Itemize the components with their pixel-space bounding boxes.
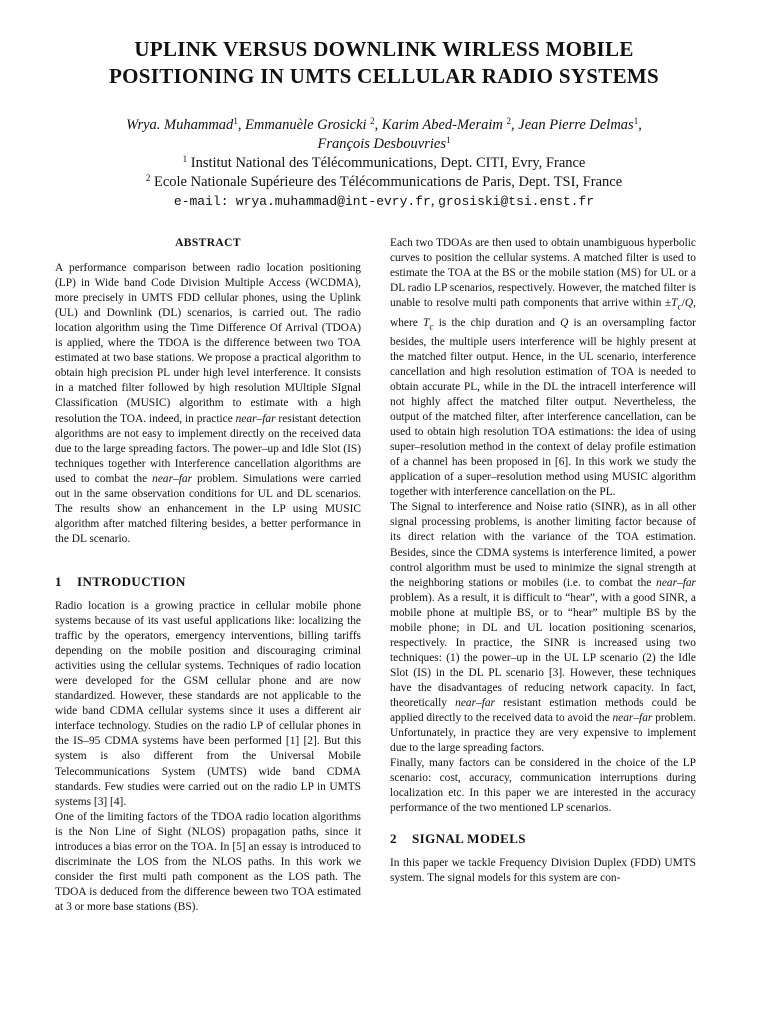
right-paragraph-2: The Signal to interference and Noise ratio (SINR), as in all other signal processing problems, is another limiting factor because of its direct relation with the variance of the TOA estimation. Besides, since the CDMA systems is interference limited, a power control algorithm must be used to minimize the signal strength at the neighboring stations or mobiles (i.e. to combat the near–far problem). As a result, it is difficult to “hear”, with a good SINR, a mobile phone at multiple BS, or to “hear” multiple BS by the mobile phone; in DL and UL location positioning scenarios, respectively. In practice, the SINR is increased using two techniques: (1) the power–up in the UL LP scenario (2) the Idle Slot (IS) in the DL PL scenario [3]. However, these techniques have the disadvantages of reducing network capacity. In fact, theoretically near–far resistant estimation methods could be applied directly to the received data to avoid the near–far problem. Unfortunately, in practice they are very expensive to implement due to the large spreading factors. (390, 501, 697, 755)
author-1: Wrya. Muhammad (126, 117, 234, 133)
author-1-affil: 1 (233, 116, 238, 126)
author-5-affil: 1 (445, 135, 451, 145)
author-4-affil: 1 (633, 116, 639, 126)
email-address-2[interactable]: grosiski@tsi.enst.fr (438, 194, 595, 209)
title-line-1: UPLINK VERSUS DOWNLINK WIRLESS MOBILE (134, 37, 634, 61)
section-number: 2 (390, 831, 397, 847)
right-paragraph-3: Finally, many factors can be considered in the choice of the LP scenario: cost, accuracy, communication interruptions during localization etc. In this paper we are interested in the accuracy performance of the two mentioned LP scenarios. (390, 757, 696, 815)
affiliation-1-mark: 1 (182, 154, 188, 164)
affiliation-2-text: Ecole Nationale Supérieure des Télécommunications de Paris, Dept. TSI, France (153, 174, 623, 190)
right-column (390, 236, 696, 886)
abstract-text: A performance comparison between radio location positioning (LP) in Wide band Code Division Multiple Access (WCDMA), more precisely in UMTS FDD cellular phones, using the Uplink (UL) and Downlink (DL) scenarios, is carried out. The radio location algorithm using the Time Difference Of Arrival (TDOA) is applied, where the TDOA is the difference between two TOA estimated at two base stations. We propose a practical algorithm to obtain high precision PL under high level interference. It consists in a matched filter followed by high resolution MUltiple SIgnal Classification (MUSIC) algorithm to estimate with a high resolution the TOA. indeed, in practice near–far resistant detection algorithms are not easy to implement directly on the received data due to the large spreading factors. The power–up and Idle Slot (IS) techniques together with Interference cancellation algorithms are used to combat the near–far problem. Simulations were carried out in the same observation conditions for UL and DL scenarios. The results show an enhancement in the LP using MUSIC algorithm after matched filtering besides, a better performance in the DL scenario. (55, 262, 362, 545)
signal-paragraph-1: In this paper we tackle Frequency Division Duplex (FDD) UMTS system. The signal models for this system are con- (390, 857, 696, 885)
left-column (55, 236, 361, 915)
affiliation-1 (40, 154, 728, 173)
author-3: Karim Abed-Meraim (381, 117, 503, 133)
section-number: 1 (55, 573, 62, 589)
intro-paragraph-2: One of the limiting factors of the TDOA radio location algorithms is the Non Line of Sight (NLOS) propagation paths, since it introduces a bias error on the TOA. In [5] an essay is introduced to discriminate the LOS from the NLOS paths. In this work we consider the first multi path component as the LOS path. The TDOA is deduced from the difference beween two TOA estimated at 3 or more base stations (BS). (55, 810, 361, 913)
paper-title (40, 36, 728, 90)
author-5: François Desbouvries (317, 136, 446, 152)
right-paragraph-1: Each two TDOAs are then used to obtain unambiguous hyperbolic curves to position the cellular systems. A matched filter is used to estimate the TOA at the BS or the mobile station (MS) for UL or a DL radio LP scenarios, respectively. However, the matched filter is unable to resolve multi path components that arrive within $\pm T_c/Q$, where $T_c$ is the chip duration and Q is an oversampling factor besides, the multiple users interference will be highly present at the matched filter output. Hence, in the UL scenario, interference cancellation and high resolution estimation of TOA is needed to obtain accurate PL, while in the DL the intracell interference will not highly affect the matched filter output. Nevertheless, the output of the matched filter, after interference cancellation, can be used to obtain high resolution TOA estimations: the idea of using super–resolution method in the context of delay profile estimation of a channel has been proposed in [6]. In this work we study the application of a super–resolution method using MUSIC algorithm together with interference cancellation on the PL. (390, 237, 696, 499)
author-names: Wrya. Muhammad$^1$, Emmanuèle Grosicki $^2$, Karim Abed-Meraim $^2$, Jean Pierre Delmas$^1$, (126, 116, 642, 133)
author-2: Emmanuèle Grosicki (245, 117, 367, 133)
section-heading-signal-models (390, 831, 696, 846)
author-block (40, 116, 728, 211)
email-line (40, 192, 728, 211)
intro-paragraph-1: Radio location is a growing practice in cellular mobile phone systems because of its vast useful applications like: localizing the traffic by the operators, emergency interventions, billing tariffs depending on the mobile position and discouraging criminal activities using the cellular systems. Techniques of radio location were developed for the GSM cellular phone and are now standardized. However, these standards are not applicable to the wide band CDMA cellular systems since it uses a different air interface technology. Studies on the radio LP of cellular phones in the IS–95 CDMA systems have been performed [1] [2]. But this system is also different from the Universal Mobile Telecommunications System (UMTS) wide band CDMA standards. Few studies were carried out on the radio LP in UMTS systems [3] [4]. (55, 599, 361, 808)
author-names-line-2 (40, 135, 728, 154)
section-title: SIGNAL MODELS (412, 831, 526, 847)
email-address-1[interactable]: wrya.muhammad@int-evry.fr (235, 194, 431, 209)
email-separator: , (430, 193, 439, 209)
affiliation-2 (40, 173, 728, 192)
abstract-heading: ABSTRACT (175, 237, 241, 249)
author-3-affil: 2 (506, 116, 512, 126)
email-label: e-mail: (173, 194, 229, 209)
affiliation-1-text: Institut National des Télécommunications, Dept. CITI, Evry, France (190, 155, 586, 171)
author-2-affil: 2 (370, 116, 375, 126)
affiliation-2-mark: 2 (145, 173, 151, 183)
author-4: Jean Pierre Delmas (518, 117, 634, 133)
section-heading-introduction (55, 574, 361, 589)
title-line-2: POSITIONING IN UMTS CELLULAR RADIO SYSTEMS (109, 64, 659, 88)
section-title: INTRODUCTION (77, 573, 186, 589)
